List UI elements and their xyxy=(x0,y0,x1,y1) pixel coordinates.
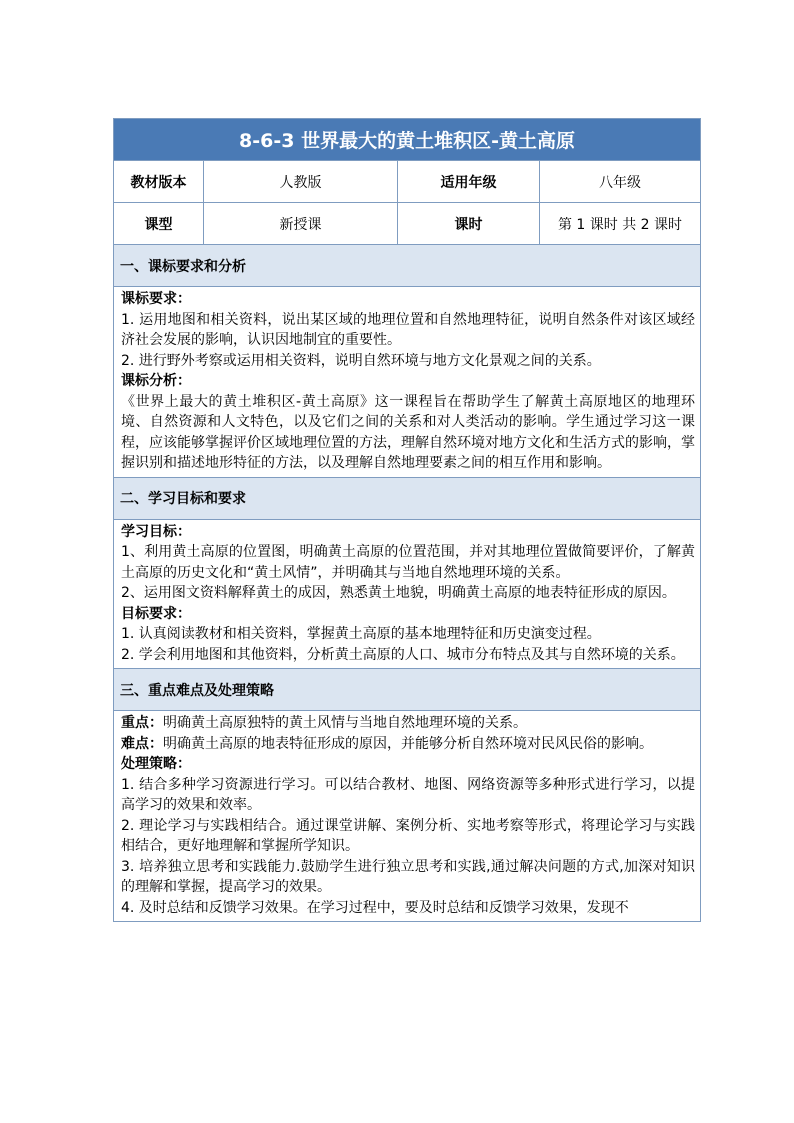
section-body-keypoints xyxy=(114,711,701,922)
strategy-item: 1. 结合多种学习资源进行学习。可以结合教材、地图、网络资源等多种形式进行学习，以提高学习的效果和效率。 xyxy=(121,776,695,813)
grade-label: 适用年级 xyxy=(398,161,540,203)
difficulty-point xyxy=(121,734,695,755)
standards-analysis-text: 《世界上最大的黄土堆积区-黄土高原》这一课程旨在帮助学生了解黄土高原地区的地理环境、自然资源和人文特色，以及它们之间的关系和对人类活动的影响。学生通过学习这一课程，应该能够掌握评价区域地理位置的方法，理解自然环境对地方文化和生活方式的影响，掌握识别和描述地形特征的方法，以及理解自然地理要素之间的相互作用和影响。 xyxy=(121,393,695,471)
section-body-goals xyxy=(114,519,701,669)
goal-item: 2、运用图文资料解释黄土的成因，熟悉黄土地貌，明确黄土高原的地表特征形成的原因。 xyxy=(121,585,676,601)
hours-value: 第 1 课时 共 2 课时 xyxy=(540,203,701,245)
strategy-label: 处理策略： xyxy=(121,756,191,772)
standards-req-item: 1. 运用地图和相关资料，说出某区域的地理位置和自然地理特征，说明自然条件对该区域经济社会发展的影响，认识因地制宜的重要性。 xyxy=(121,311,695,348)
section-heading-keypoints: 三、重点难点及处理策略 xyxy=(114,669,701,711)
grade-value: 八年级 xyxy=(540,161,701,203)
standards-req-item: 2. 进行野外考察或运用相关资料，说明自然环境与地方文化景观之间的关系。 xyxy=(121,352,601,369)
meta-row-edition xyxy=(114,161,701,203)
lesson-plan-document xyxy=(113,118,700,922)
meta-row-type xyxy=(114,203,701,245)
difficulty-text: 明确黄土高原的地表特征形成的原因，并能够分析自然环境对民风民俗的影响。 xyxy=(163,735,653,752)
goals-label: 学习目标： xyxy=(121,523,191,540)
target-item: 2. 学会利用地图和其他资料，分析黄土高原的人口、城市分布特点及其与自然环境的关系。 xyxy=(121,646,685,663)
edition-value: 人教版 xyxy=(204,161,398,203)
hours-label: 课时 xyxy=(398,203,540,245)
key-point xyxy=(121,713,695,734)
standards-analysis-label: 课标分析： xyxy=(121,373,191,389)
strategy-item: 4. 及时总结和反馈学习效果。在学习过程中，要及时总结和反馈学习效果，发现不 xyxy=(121,899,629,916)
edition-label: 教材版本 xyxy=(114,161,204,203)
target-item: 1. 认真阅读教材和相关资料，掌握黄土高原的基本地理特征和历史演变过程。 xyxy=(121,626,601,642)
key-point-text: 明确黄土高原独特的黄土风情与当地自然地理环境的关系。 xyxy=(163,715,527,731)
type-label: 课型 xyxy=(114,203,204,245)
difficulty-label: 难点： xyxy=(121,735,163,752)
lesson-plan-table xyxy=(113,118,701,922)
goal-item: 1、利用黄土高原的位置图，明确黄土高原的位置范围，并对其地理位置做简要评价，了解黄土高原的历史文化和“黄土风情”，并明确其与当地自然地理环境的关系。 xyxy=(121,544,695,581)
standards-req-label: 课标要求： xyxy=(121,291,191,307)
strategy-item: 3. 培养独立思考和实践能力.鼓励学生进行独立思考和实践,通过解决问题的方式,加深对知识的理解和掌握，提高学习的效果。 xyxy=(121,858,695,895)
key-point-label: 重点： xyxy=(121,715,163,731)
target-label: 目标要求： xyxy=(121,605,191,622)
section-heading-goals: 二、学习目标和要求 xyxy=(114,477,701,519)
lesson-title: 8-6-3 世界最大的黄土堆积区-黄土高原 xyxy=(114,119,701,161)
section-body-standards xyxy=(114,287,701,478)
type-value: 新授课 xyxy=(204,203,398,245)
strategy-item: 2. 理论学习与实践相结合。通过课堂讲解、案例分析、实地考察等形式，将理论学习与实践相结合，更好地理解和掌握所学知识。 xyxy=(121,817,695,854)
section-heading-standards: 一、课标要求和分析 xyxy=(114,245,701,287)
